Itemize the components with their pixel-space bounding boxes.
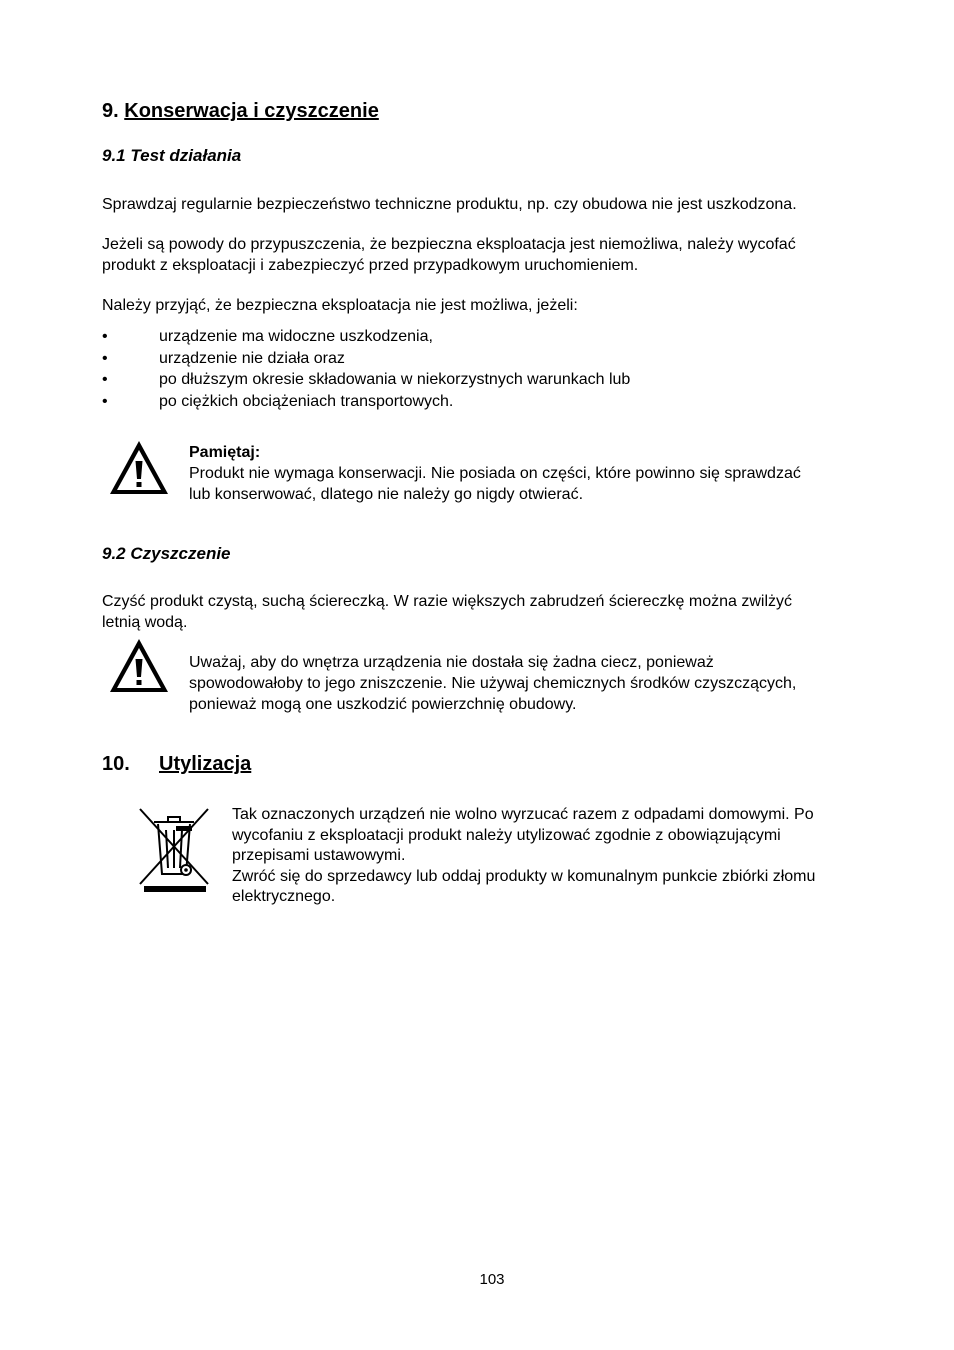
bullet-symbol: •: [102, 328, 108, 345]
paragraph-safety-check: Sprawdzaj regularnie bezpieczeństwo techniczne produktu, np. czy obudowa nie jest uszkodzona.: [102, 196, 797, 213]
note-label: Pamiętaj:: [189, 444, 261, 461]
paragraph-line: Zwróć się do sprzedawcy lub oddaj produkty w komunalnym punkcie zbiórki złomu: [232, 867, 816, 885]
section-9-title: Konserwacja i czyszczenie: [124, 100, 379, 122]
list-item: [102, 326, 862, 348]
bullet-symbol: •: [102, 392, 108, 410]
paragraph-line: letnią wodą.: [102, 614, 188, 631]
list-item-text: po ciężkich obciążeniach transportowych.: [159, 392, 454, 410]
section-9-heading: [102, 100, 379, 123]
list-item: [102, 348, 862, 370]
paragraph-line: przepisami ustawowymi.: [232, 847, 406, 864]
paragraph-line: Jeżeli są powody do przypuszczenia, że bezpieczna eksploatacja jest niemożliwa, należy wycofać: [102, 236, 796, 253]
section-9-number: 9.: [102, 100, 119, 122]
bullet-symbol: •: [102, 349, 108, 367]
disposal-text: [232, 805, 815, 908]
warning-triangle-icon: [108, 637, 170, 695]
paragraph-line: produkt z eksploatacji i zabezpieczyć przed przypadkowym uruchomieniem.: [102, 257, 639, 274]
paragraph-withdraw: [102, 234, 796, 276]
paragraph-line: Tak oznaczonych urządzeń nie wolno wyrzucać razem z odpadami domowymi. Po: [232, 806, 814, 823]
bullet-symbol: •: [102, 371, 108, 388]
warning-triangle-icon: [108, 439, 170, 497]
conditions-list: [102, 326, 862, 412]
note-line: lub konserwować, dlatego nie należy go nigdy otwierać.: [189, 486, 584, 503]
crossed-out-bin-icon: [136, 806, 212, 894]
section-10-number: 10.: [102, 753, 130, 775]
paragraph-line: wycofaniu z eksploatacji produkt należy utylizować zgodnie z obowiązującymi: [232, 826, 781, 844]
paragraph-line: Czyść produkt czystą, suchą ściereczką. W razie większych zabrudzeń ściereczkę można zwilżyć: [102, 593, 792, 610]
list-item-text: po dłuższym okresie składowania w niekorzystnych warunkach lub: [159, 371, 631, 388]
list-item: [102, 369, 862, 391]
list-item-text: urządzenie nie działa oraz: [159, 349, 345, 367]
maintenance-note: [189, 442, 801, 505]
subsection-9-1-title: 9.1 Test działania: [102, 146, 242, 165]
section-10-heading: [102, 753, 251, 776]
note-line: ponieważ mogą one uszkodzić powierzchnię obudowy.: [189, 696, 577, 713]
paragraph-line: elektrycznego.: [232, 888, 336, 905]
section-10-title: Utylizacja: [159, 753, 252, 775]
list-item: [102, 391, 862, 413]
paragraph-cleaning: [102, 591, 792, 633]
note-line: Produkt nie wymaga konserwacji. Nie posiada on części, które powinno się sprawdzać: [189, 465, 801, 482]
page-number: 103: [479, 1271, 505, 1288]
paragraph-conditions-intro: Należy przyjąć, że bezpieczna eksploatacja nie jest możliwa, jeżeli:: [102, 297, 578, 314]
note-line: spowodowałoby to jego zniszczenie. Nie używaj chemicznych środków czyszczących,: [189, 675, 797, 692]
subsection-9-2-title: 9.2 Czyszczenie: [102, 544, 231, 563]
liquid-warning-note: [189, 652, 796, 715]
note-line: Uważaj, aby do wnętrza urządzenia nie dostała się żadna ciecz, ponieważ: [189, 654, 714, 671]
list-item-text: urządzenie ma widoczne uszkodzenia,: [159, 328, 433, 345]
